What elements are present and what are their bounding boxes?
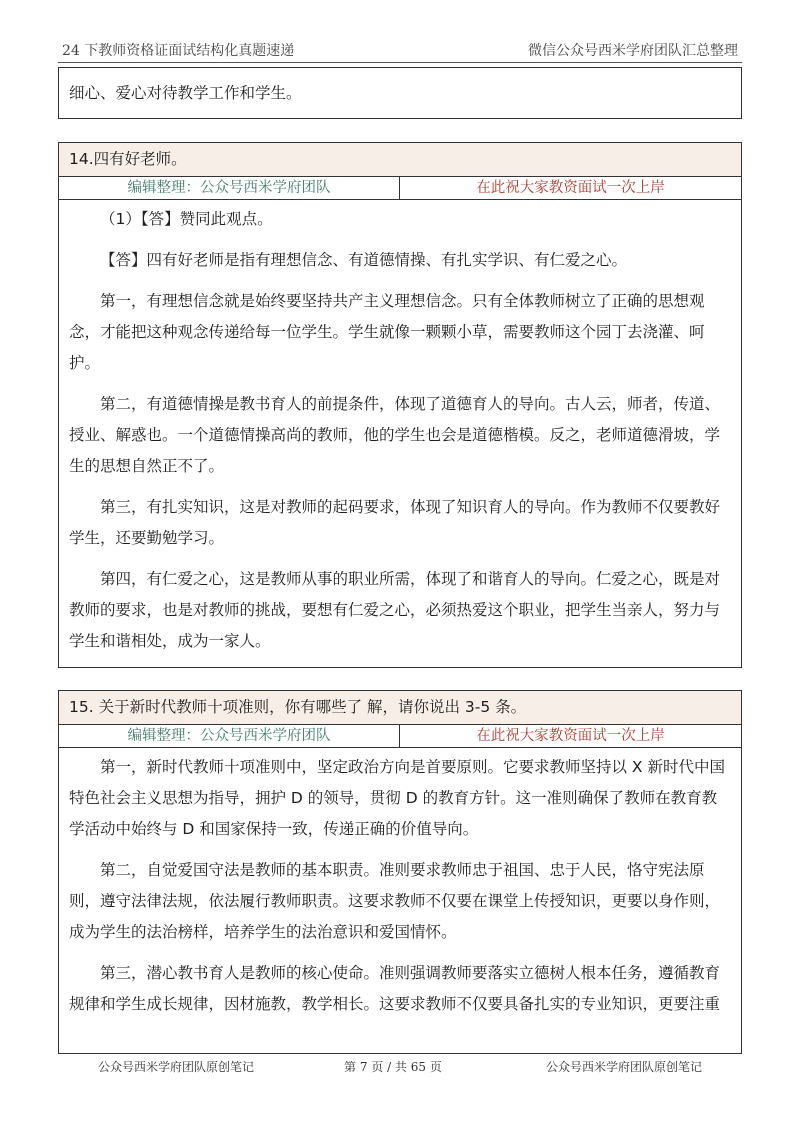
header-right-title: 微信公众号西米学府团队汇总整理: [528, 43, 738, 59]
page-number: 第 7 页 / 共 65 页: [344, 1060, 442, 1074]
question-15-title: 15. 关于新时代教师十项准则，你有哪些了 解，请你说出 3-5 条。: [59, 691, 741, 725]
question-14-credit-row: [59, 177, 741, 200]
answer-paragraph: 第一，有理想信念就是始终要坚持共产主义理想信念。只有全体教师树立了正确的思想观念，才能把这种观念传递给每一位学生。学生就像一颗颗小草，需要教师这个园丁去浇灌、呵护。: [69, 292, 705, 372]
credit-editor: 编辑整理：公众号西米学府团队: [59, 177, 400, 199]
answer-paragraph: 第三，有扎实知识，这是对教师的起码要求，体现了知识育人的导向。作为教师不仅要教好学生，还要勤勉学习。: [69, 498, 721, 547]
footer-left: 公众号西米学府团队原创笔记: [98, 1060, 255, 1074]
credit-wish: 在此祝大家教资面试一次上岸: [476, 180, 665, 196]
header-left-title: 24 下教师资格证面试结构化真题速递: [62, 43, 295, 59]
question-15-credit-row: [59, 725, 741, 748]
answer-paragraph: 【答】四有好老师是指有理想信念、有道德情操、有扎实学识、有仁爱之心。: [100, 251, 628, 269]
question-14-box: [58, 142, 742, 668]
question-15-answer: [59, 748, 741, 1020]
answer-paragraph: （1）【答】赞同此观点。: [100, 210, 273, 228]
answer-paragraph: 第二，自觉爱国守法是教师的基本职责。准则要求教师忠于祖国、忠于人民，恪守宪法原则，遵守法律法规，依法履行教师职责。这要求教师不仅要在课堂上传授知识，更要以身作则，成为学生的法治榜样，培养学生的法治意识和爱国情怀。: [69, 861, 721, 941]
page-footer: [58, 1058, 742, 1078]
credit-editor: 编辑整理：公众号西米学府团队: [59, 725, 400, 747]
footer-right: 公众号西米学府团队原创笔记: [545, 1060, 702, 1074]
question-15-box: [58, 690, 742, 1054]
previous-answer-text: 细心、爱心对待教学工作和学生。: [69, 84, 302, 102]
answer-paragraph: 第一，新时代教师十项准则中，坚定政治方向是首要原则。它要求教师坚持以 X 新时代中国特色社会主义思想为指导，拥护 D 的领导，贯彻 D 的教育方针。这一准则确保了教师在教育教学活动中始终与 D 和国家保持一致，传递正确的价值导向。: [69, 758, 725, 838]
answer-paragraph: 第四，有仁爱之心，这是教师从事的职业所需，体现了和谐育人的导向。仁爱之心，既是对教师的要求，也是对教师的挑战，要想有仁爱之心，必须热爱这个职业，把学生当亲人，努力与学生和谐相处，成为一家人。: [69, 570, 721, 650]
page-header: [58, 36, 742, 63]
question-14-answer: [59, 200, 741, 657]
question-14-title: 14.四有好老师。: [59, 143, 741, 177]
previous-answer-box: [58, 67, 742, 119]
credit-wish: 在此祝大家教资面试一次上岸: [476, 728, 665, 744]
answer-paragraph: 第二，有道德情操是教书育人的前提条件，体现了道德育人的导向。古人云，师者，传道、授业、解惑也。一个道德情操高尚的教师，他的学生也会是道德楷模。反之，老师道德滑坡，学生的思想自然正不了。: [69, 395, 721, 475]
answer-paragraph: 第三，潜心教书育人是教师的核心使命。准则强调教师要落实立德树人根本任务，遵循教育规律和学生成长规律，因材施教，教学相长。这要求教师不仅要具备扎实的专业知识，更要注重: [69, 964, 721, 1013]
